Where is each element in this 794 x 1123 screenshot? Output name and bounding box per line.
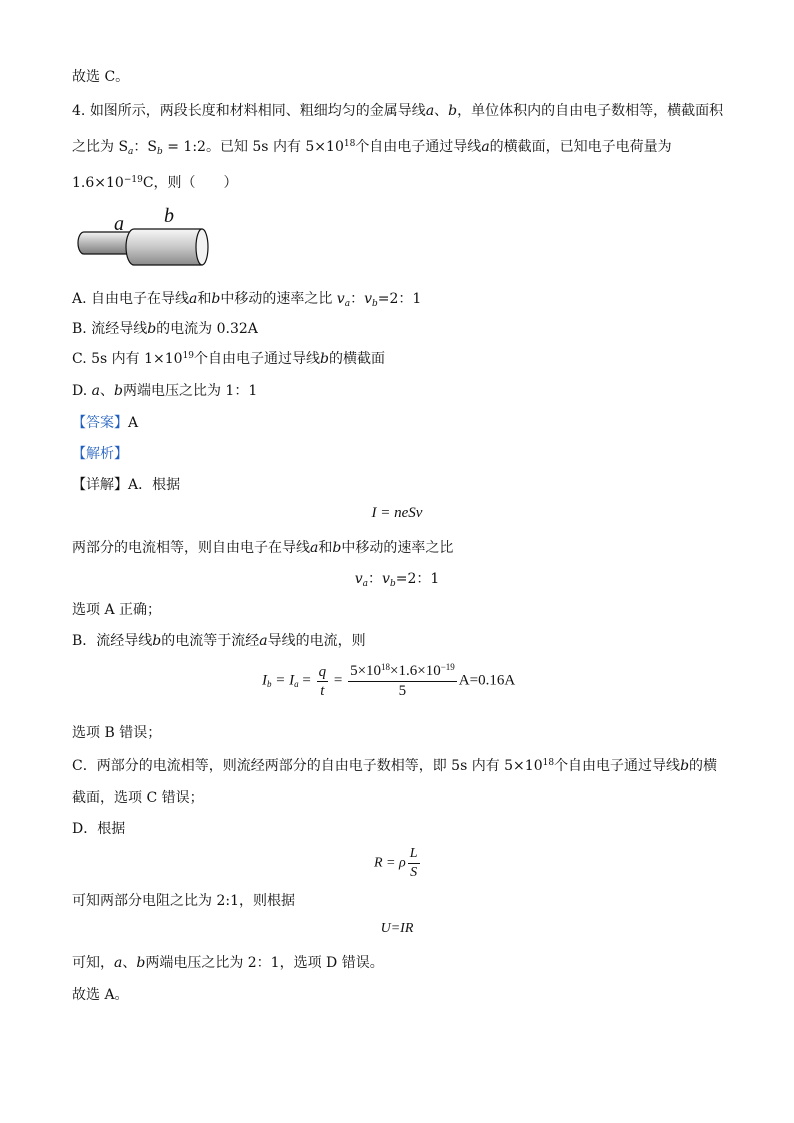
- analysis-line: [72, 443, 128, 463]
- conductor-b-end-face: [196, 229, 208, 265]
- formula-current: I = neSv: [371, 505, 423, 521]
- option-a: A. 自由电子在导线a和b中移动的速率之比 $v_a$：$v_b=2$：1: [72, 291, 422, 309]
- detail-c-text-line2: 截面，选项 C 错误；: [72, 790, 204, 806]
- formula-current-b: $I_b = I_a$ = $\frac{q}{t}$ = $\frac{5\times 10^{18}\times 1.6\times 10^{-19}}{5}$ A=0.16A: [262, 662, 516, 699]
- question-stem-line1: 4. 如图所示，两段长度和材料相同、粗细均匀的金属导线a、b，单位体积内的自由电子数相等，横截面积: [72, 103, 724, 119]
- formula-speed-ratio: $v_a$：$v_b=2$：1: [354, 571, 440, 589]
- figure-label-a: a: [114, 213, 124, 235]
- formula-resistance: R = ρ $\frac{L}{S}$: [374, 846, 418, 880]
- answer-line: [72, 412, 138, 432]
- question-stem-line2: 之比为 $S_a$：$S_b$ = 1:2。已知 5s 内有 $5\times 10^{18}$个自由电子通过导线a的横截面，已知电子电荷量为: [72, 139, 672, 157]
- fraction-numeric: $\frac{5\times 10^{18}\times 1.6\times 10^{-19}}{5}$: [350, 662, 455, 699]
- detail-d-text: 可知两部分电阻之比为 2:1，则根据: [72, 893, 295, 909]
- fraction-q-over-t: $\frac{q}{t}$: [318, 663, 327, 699]
- detail-a-intro: 【详解】A．根据: [72, 477, 181, 493]
- detail-a-text: 两部分的电流相等，则自由电子在导线a和b中移动的速率之比: [72, 540, 454, 556]
- question-number: 4.: [72, 103, 86, 119]
- formula-ohm: U=IR: [380, 921, 414, 936]
- conductor-figure: [72, 203, 212, 269]
- answer-tag: 【答案】: [72, 415, 128, 431]
- figure-label-b: b: [164, 205, 174, 227]
- detail-d-intro: D．根据: [72, 821, 126, 837]
- detail-b-text: B．流经导线b的电流等于流经a导线的电流，则: [72, 633, 366, 649]
- option-c: C. 5s 内有 $1\times 10^{19}$个自由电子通过导线b的横截面: [72, 351, 385, 367]
- previous-conclusion: 故选 C。: [72, 69, 130, 85]
- option-d: D. a、b两端电压之比为 1：1: [72, 383, 258, 399]
- detail-d-text2: 可知，a、b两端电压之比为 2：1，选项 D 错误。: [72, 955, 384, 971]
- detail-a-conclusion: 选项 A 正确；: [72, 602, 162, 618]
- final-conclusion: 故选 A。: [72, 987, 129, 1003]
- analysis-tag: 【解析】: [72, 446, 128, 462]
- question-stem-line3: $1.6\times 10^{-19}C$，则（ ）: [72, 175, 238, 191]
- answer-value: A: [128, 415, 139, 431]
- fraction-l-over-s: $\frac{L}{S}$: [409, 846, 418, 880]
- detail-tag: 【详解】: [72, 477, 128, 493]
- detail-b-conclusion: 选项 B 错误；: [72, 725, 162, 741]
- thick-conductor-b: [126, 229, 202, 265]
- option-b: B. 流经导线b的电流为 0.32A: [72, 321, 258, 337]
- detail-c-text-line1: C．两部分的电流相等，则流经两部分的自由电子数相等，即 5s 内有 $5\times 10^{18}$个自由电子通过导线b的横: [72, 758, 718, 774]
